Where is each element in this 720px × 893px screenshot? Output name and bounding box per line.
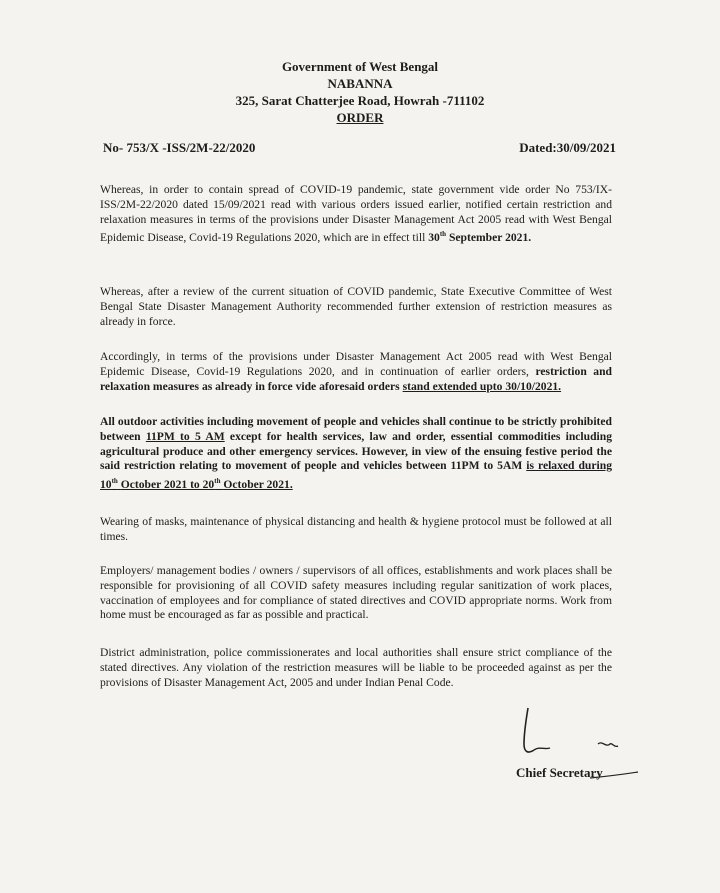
relaxation-sup-2: th (214, 477, 221, 486)
letterhead (0, 58, 720, 126)
paragraph-1-month: September 2021. (448, 231, 532, 245)
relaxation-pre: is relaxed during 10 (100, 459, 612, 492)
order-number: No- 753/X -ISS/2M-22/2020 (103, 140, 256, 155)
relaxation-sup-1: th (111, 477, 118, 486)
paragraph-3-extension: stand extended upto 30/10/2021. (402, 379, 562, 393)
paragraph-4 (100, 415, 612, 493)
signature-scribble (510, 700, 650, 800)
paragraph-7-text: District administration, police commissionerates and local authorities shall ensure strict compliance of the stated directives. Any violation of the restriction measures will be liable to be proceeded against as per the provisions of Disaster Management Act, 2005 and under Indian Penal Code. (100, 646, 612, 689)
paragraph-5 (100, 515, 612, 545)
paragraph-4-bold-1: All outdoor activities including movement of people and vehicles shall continue to be strictly prohibited between (100, 415, 612, 443)
paragraph-3-bold: restriction and relaxation measures as already in force vide aforesaid orders (100, 364, 612, 393)
curfew-hours: 11PM to 5 AM (145, 429, 225, 443)
paragraph-2-text: Whereas, after a review of the current situation of COVID pandemic, State Executive Committee of West Bengal State Disaster Management Authority recommended further extension of restriction measures as already in force. (100, 285, 612, 328)
paragraph-6-text: Employers/ management bodies / owners / supervisors of all offices, establishments and work places shall be responsible for provisioning of all COVID safety measures including regular sanitization of work places, vaccination of employees and for compliance of stated directives and COVID appropriate norms. Work from home must be encouraged as far as possible and practical. (100, 564, 612, 622)
paragraph-1-sup: th (439, 230, 447, 239)
paragraph-3 (100, 350, 612, 394)
paragraph-1-day: 30 (428, 231, 440, 245)
paragraph-5-text: Wearing of masks, maintenance of physical distancing and health & hygiene protocol must be followed at all times. (100, 515, 612, 543)
paragraph-7 (100, 646, 612, 690)
order-date: Dated:30/09/2021 (519, 140, 616, 155)
government-name: Government of West Bengal (281, 59, 439, 74)
office-address: 325, Sarat Chatterjee Road, Howrah -711102 (235, 93, 485, 108)
relaxation-mid: October 2021 to 20 (120, 478, 215, 492)
office-name: NABANNA (327, 76, 393, 91)
paragraph-2 (100, 285, 612, 329)
paragraph-1 (100, 183, 612, 246)
paragraph-3-text: Accordingly, in terms of the provisions under Disaster Management Act 2005 read with West Bengal Epidemic Disease, Covid-19 Regulations 2020, and in continuation of earlier orders, (100, 350, 612, 378)
document-title: ORDER (336, 110, 384, 125)
relaxation-post: October 2021. (223, 478, 293, 492)
paragraph-4-bold-2: except for health services, law and order, essential commodities including agricultural produce and other emergency services. However, in view of the ensuing festive period the said restriction relating to movement of people and vehicles between 11PM to 5AM (100, 429, 612, 473)
paragraph-1-text: Whereas, in order to contain spread of COVID-19 pandemic, state government vide order No 753/IX-ISS/2M-22/2020 dated 15/09/2021 read with various orders issued earlier, notified certain restriction and relaxation measures in terms of the provisions under Disaster Management Act 2005 read with West Bengal Epidemic Disease, Covid-19 Regulations 2020, which are in effect till (100, 183, 612, 245)
signatory-designation: Chief Secretary (516, 765, 603, 780)
paragraph-6 (100, 564, 612, 623)
